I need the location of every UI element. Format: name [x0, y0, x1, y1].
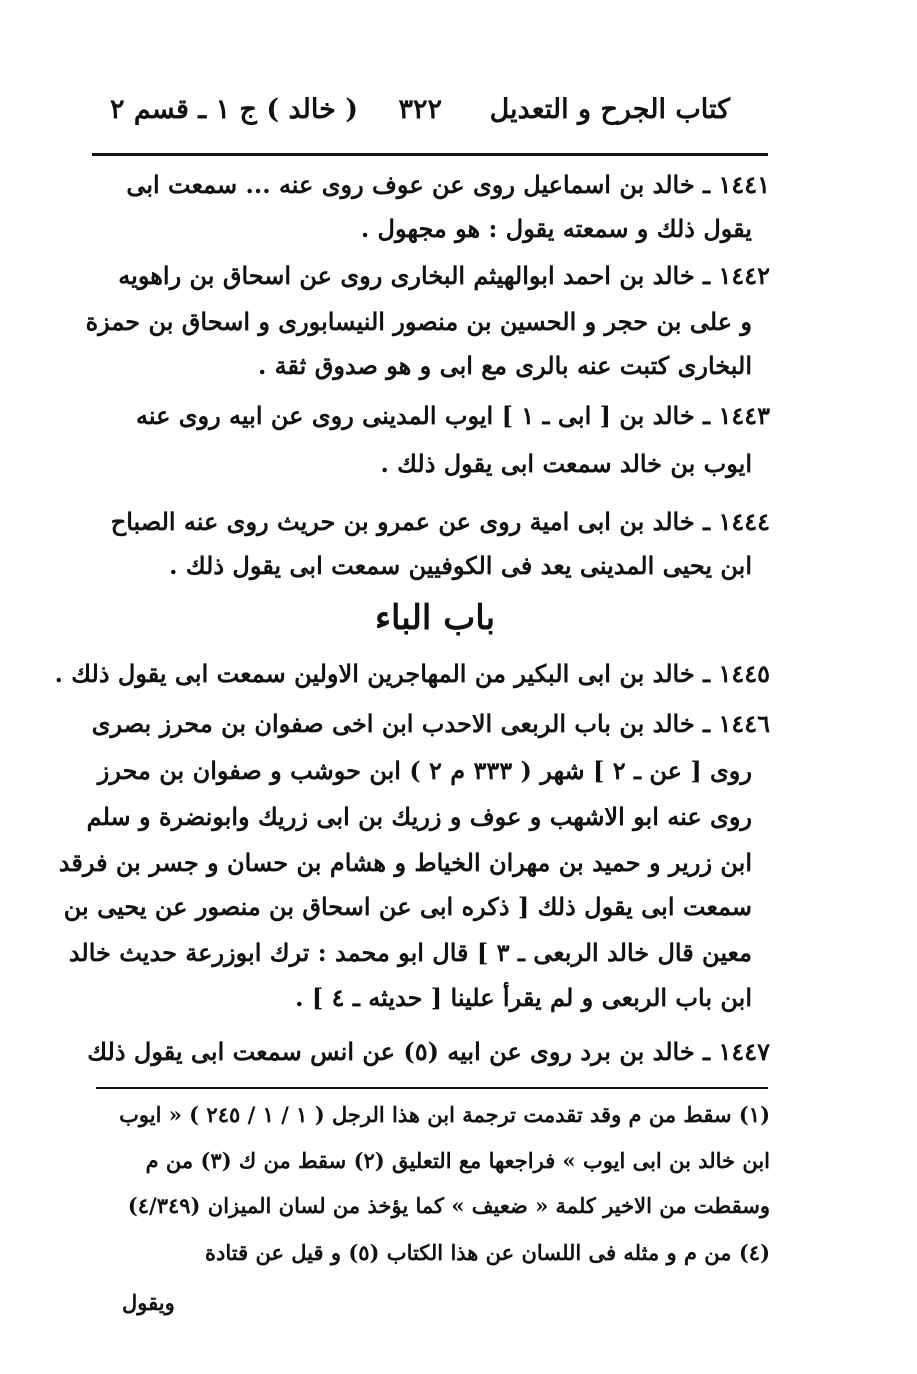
entry-1442-line-3: البخارى كتبت عنه بالرى مع ابى و هو صدوق ثقة . [257, 351, 752, 380]
entry-1443-line-2: ايوب بن خالد سمعت ابى يقول ذلك . [380, 449, 752, 478]
header-rule [92, 153, 768, 156]
entry-1443-line-1: ١٤٤٣ ـ خالد بن [ ابى ـ ١ ] ايوب المدينى روى عن ابيه روى عنه [135, 401, 770, 430]
entry-1446-line-7: ابن باب الربعى و لم يقرأ علينا [ حديثه ـ ٤ ] . [295, 983, 752, 1012]
entry-1444-line-2: ابن يحيى المدينى يعد فى الكوفيين سمعت ابى يقول ذلك . [169, 551, 752, 580]
entry-1446-line-5: سمعت ابى يقول ذلك [ ذكره ابى عن اسحاق بن منصور عن يحيى بن [63, 892, 752, 921]
entry-1446-line-2: روى [ عن ـ ٢ ] شهر ( ٣٣٣ م ٢ ) ابن حوشب و صفوان بن محرز [97, 756, 752, 785]
entry-1446-line-1: ١٤٤٦ ـ خالد بن باب الربعى الاحدب ابن اخى صفوان بن محرز بصرى [91, 709, 770, 738]
entry-1446-line-3: روى عنه ابو الاشهب و عوف و زريك بن ابى زريك وابونضرة و سلم [86, 802, 752, 831]
footnote-line-1: (١) سقط من م وقد تقدمت ترجمة ابن هذا الرجل ( ١ / ١ / ٢٤٥ ) « ايوب [119, 1102, 770, 1127]
entry-1447-line-1: ١٤٤٧ ـ خالد بن برد روى عن ابيه (٥) عن انس سمعت ابى يقول ذلك [87, 1037, 770, 1066]
book-title: كتاب الجرح و التعديل [489, 94, 730, 125]
section-label: ( خالد ) ج ١ ـ قسم ٢ [110, 94, 359, 125]
footnote-line-3: وسقطت من الاخير كلمة « ضعيف » كما يؤخذ من لسان الميزان (٤/٣٤٩) [127, 1193, 770, 1218]
entry-1446-line-6: معين قال خالد الربعى ـ ٣ ] قال ابو محمد : ترك ابوزرعة حديث خالد [68, 938, 752, 967]
entry-1441-line-1: ١٤٤١ ـ خالد بن اسماعيل روى عن عوف روى عنه ... سمعت ابى [126, 170, 770, 199]
footnote-rule [96, 1087, 768, 1089]
chapter-heading: باب الباء [374, 598, 496, 638]
entry-1445-line-1: ١٤٤٥ ـ خالد بن ابى البكير من المهاجرين الاولين سمعت ابى يقول ذلك . [54, 659, 770, 688]
page-number: ٣٢٢ [398, 94, 442, 125]
footnote-line-5: ويقول [122, 1290, 175, 1315]
entry-1441-line-2: يقول ذلك و سمعته يقول : هو مجهول . [360, 214, 752, 243]
footnote-line-4: (٤) من م و مثله فى اللسان عن هذا الكتاب (٥) و قيل عن قتادة [205, 1240, 770, 1265]
entry-1444-line-1: ١٤٤٤ ـ خالد بن ابى امية روى عن عمرو بن حريث روى عنه الصباح [110, 507, 770, 536]
entry-1446-line-4: ابن زرير و حميد بن مهران الخياط و هشام بن حسان و جسر بن فرقد [58, 848, 752, 877]
footnote-line-2: ابن خالد بن ابى ايوب » فراجعها مع التعليق (٢) سقط من ك (٣) من م [145, 1148, 770, 1173]
entry-1442-line-1: ١٤٤٢ ـ خالد بن احمد ابوالهيثم البخارى روى عن اسحاق بن راهويه [118, 261, 770, 290]
page-header [110, 88, 770, 148]
entry-1442-line-2: و على بن حجر و الحسين بن منصور النيسابورى و اسحاق بن حمزة [85, 307, 752, 336]
